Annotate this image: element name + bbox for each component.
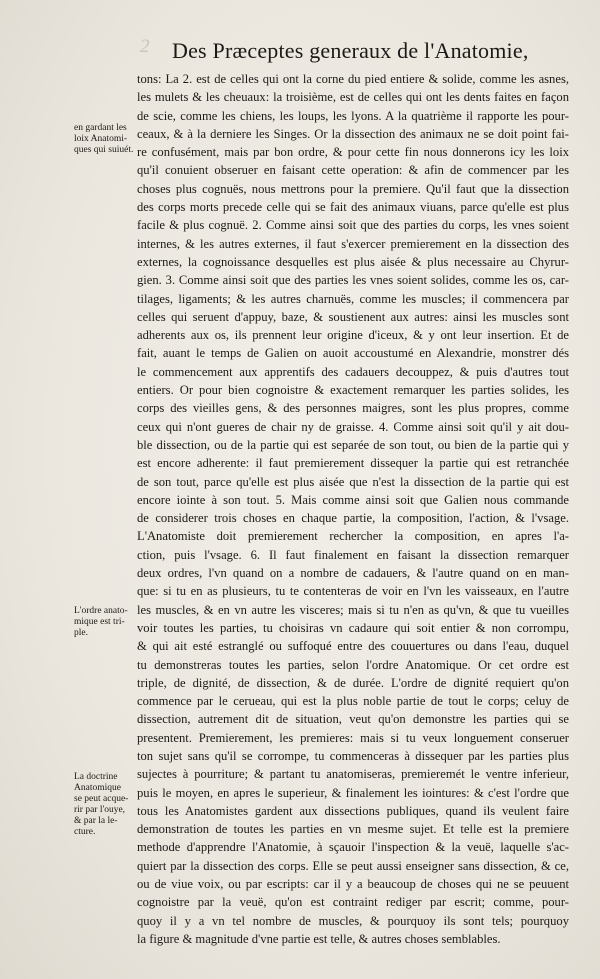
body-line: tous les Anatomistes gardent aux dissections publiques, quand ils veulent faire	[137, 803, 569, 818]
body-line: les muscles, & en vn autre les visceres; mais si tu n'en as qu'vn, & que tu vueilles	[137, 602, 569, 617]
margin-note-line: ques qui suiuét.	[74, 145, 134, 155]
body-line: sujectes à pourriture; & partant tu anatomiseras, premieremét le ventre inferieur,	[137, 767, 569, 782]
body-line: celles qui seruent d'appuy, baze, & soustienent aux autres: ainsi les muscles sont	[137, 309, 569, 324]
margin-note-line: Anatomique	[74, 783, 121, 793]
body-line: choses plus cognuës, nous mettrons pour la premiere. Qu'il faut que la dissection	[137, 181, 569, 196]
body-line: cognoistre par la veuë, qu'on est contraint rediger par escrit; comme, pour-	[137, 895, 569, 910]
body-line: triple, de dignité, de dissection, & de durée. L'ordre de dignité requiert qu'on	[137, 675, 569, 690]
margin-note-line: ple.	[74, 628, 88, 638]
body-line: de scie, comme les chiens, les loups, les lyons. A la quatrième il rapporte les pour-	[137, 108, 569, 123]
body-line: le commencement aux apprentifs des cadauers decouppez, & puis d'autres tout	[137, 364, 569, 379]
body-line: qu'il conuient obseruer en faisant cette operation: & afin de commencer par les	[137, 163, 569, 178]
body-line: quiert par la dissection des corps. Elle se peut aussi enseigner sans dissection, & ce,	[137, 858, 569, 873]
body-line: adherents aux os, ils prennent leur origine d'iceux, & y ont leur insertion. Et de	[137, 328, 569, 343]
margin-note-line: rir par l'ouye,	[74, 805, 126, 815]
margin-note-line: se peut acque-	[74, 794, 129, 804]
body-line: puis le moyen, en apres le superieur, & finalement les iointures: & c'est l'ordre que	[137, 785, 569, 800]
body-line: corps des vieilles gens, & des personnes maigres, sont les plus propres, comme	[137, 401, 569, 416]
page-number: 2	[140, 36, 150, 57]
body-line: des corps morts precede celle qui se fait des animaux viuans, parce qu'elle est plus	[137, 200, 569, 215]
body-line: ou de viue voix, ou par escripts: car il y a beaucoup de choses qui ne se peuuent	[137, 877, 569, 892]
body-line: facile & plus cognuë. 2. Comme ainsi soit que des parties du corps, les vnes soient	[137, 218, 569, 233]
margin-note-line: loix Anatomi-	[74, 134, 128, 144]
margin-note-line: & par la le-	[74, 816, 118, 826]
body-line: methode d'apprendre l'Anatomie, à sçauoir l'inspection & la veuë, laquelle s'ac-	[137, 840, 569, 855]
body-line: internes, & les autres externes, il faut s'exercer premierement en la dissection des	[137, 236, 569, 251]
body-line: de considerer trois choses en chaque partie, la composition, l'action, & l'vsage.	[137, 511, 569, 526]
body-line: ction, puis l'vsage. 6. Il faut finalement en faisant la dissection remarquer	[137, 547, 569, 562]
body-line: ble dissection, ou de la partie qui est separée de son tout, ou bien de la partie qui y	[137, 437, 569, 452]
body-line: demonstration de toutes les parties en vn mesme sujet. Et telle est la premiere	[137, 822, 569, 837]
running-head: Des Præceptes generaux de l'Anatomie,	[172, 38, 529, 63]
body-line: presentent. Premierement, les premieres: mais si tu veux longuement conseruer	[137, 730, 569, 745]
body-line: encore iointe à son tout. 5. Mais comme ainsi soit que Galien nous commande	[137, 492, 569, 507]
body-line: re confusément, mais par bon ordre, & pour cette fin nous donnerons icy les loix	[137, 145, 569, 160]
body-text	[137, 70, 569, 948]
margin-note-line: La doctrine	[74, 772, 118, 782]
body-line: ceaux, & à la derniere les Singes. Or la dissection des animaux ne se doit point fai-	[137, 126, 569, 141]
body-line: commence par le cerueau, qui est la plus noble partie de tout le corps; celuy de	[137, 694, 569, 709]
body-line: les mulets & les cheuaux: la troisième, est de celles qui ont les dents faites en façon	[137, 90, 569, 105]
body-line: fait, auant le temps de Galien on auoit accoustumé en Alexandrie, monstrer dés	[137, 346, 569, 361]
body-line: tu demonstreras toutes les parties, selon l'ordre Anatomique. Or cet ordre est	[137, 657, 569, 672]
body-line: tilages, ligaments; & les autres charnuës, comme les muscles; il commencera par	[137, 291, 569, 306]
body-line: que: si tu en as plusieurs, tu te contenteras de voir en l'vn les vaisseaux, en l'autre	[137, 584, 569, 599]
body-line: entiers. Or pour bien cognoistre & exactement remarquer les parties solides, les	[137, 383, 569, 398]
body-line: de son tout, parce qu'elle est plus aisée que n'est la dissection de la partie qui est	[137, 474, 569, 489]
body-line: deux ordres, l'vn quand on a nombre de cadauers, & l'autre quand on en man-	[137, 566, 569, 581]
margin-note-laws	[74, 123, 138, 156]
margin-note-line: L'ordre anato-	[74, 606, 128, 616]
body-line: externes, la cognoissance desquelles est plus aisée & plus necessaire au Chyrur-	[137, 254, 569, 269]
body-line: L'Anatomiste doit premierement rechercher la composition, en apres l'a-	[137, 529, 569, 544]
body-line: ton sujet sans qu'il se corrompe, tu commenceras à dissequer par les parties plus	[137, 748, 569, 763]
margin-note-line: en gardant les	[74, 123, 127, 133]
body-line: & qui ait esté estranglé ou suffoqué entre des couuertures ou dans l'eau, duquel	[137, 639, 569, 654]
body-line: la figure & magnitude d'vne partie est telle, & autres choses semblables.	[137, 931, 501, 946]
body-line: ceux qui n'ont gueres de chair ny de graisse. 4. Comme ainsi soit qu'il y ait dou-	[137, 419, 569, 434]
body-line: quoy il y a vn tel nombre de muscles, & pourquoy ils sont tels; pourquoy	[137, 913, 569, 928]
margin-note-order	[74, 606, 138, 639]
body-line: gien. 3. Comme ainsi soit que des parties les vnes soient solides, comme les os, car-	[137, 273, 569, 288]
body-line: voir toutes les parties, tu choisiras vn cadaure qui soit entier & non corrompu,	[137, 620, 569, 635]
body-line: dissection, autrement dit de situation, veut qu'on demonstre les parties qui se	[137, 712, 569, 727]
body-line: tons: La 2. est de celles qui ont la corne du pied entiere & solide, comme les asnes,	[137, 72, 569, 86]
body-line: est encore adherente: il faut premierement dissequer la partie qui est retranchée	[137, 456, 569, 471]
margin-note-line: mique est tri-	[74, 617, 125, 627]
margin-note-doctrine	[74, 772, 138, 838]
margin-note-line: cture.	[74, 827, 96, 837]
